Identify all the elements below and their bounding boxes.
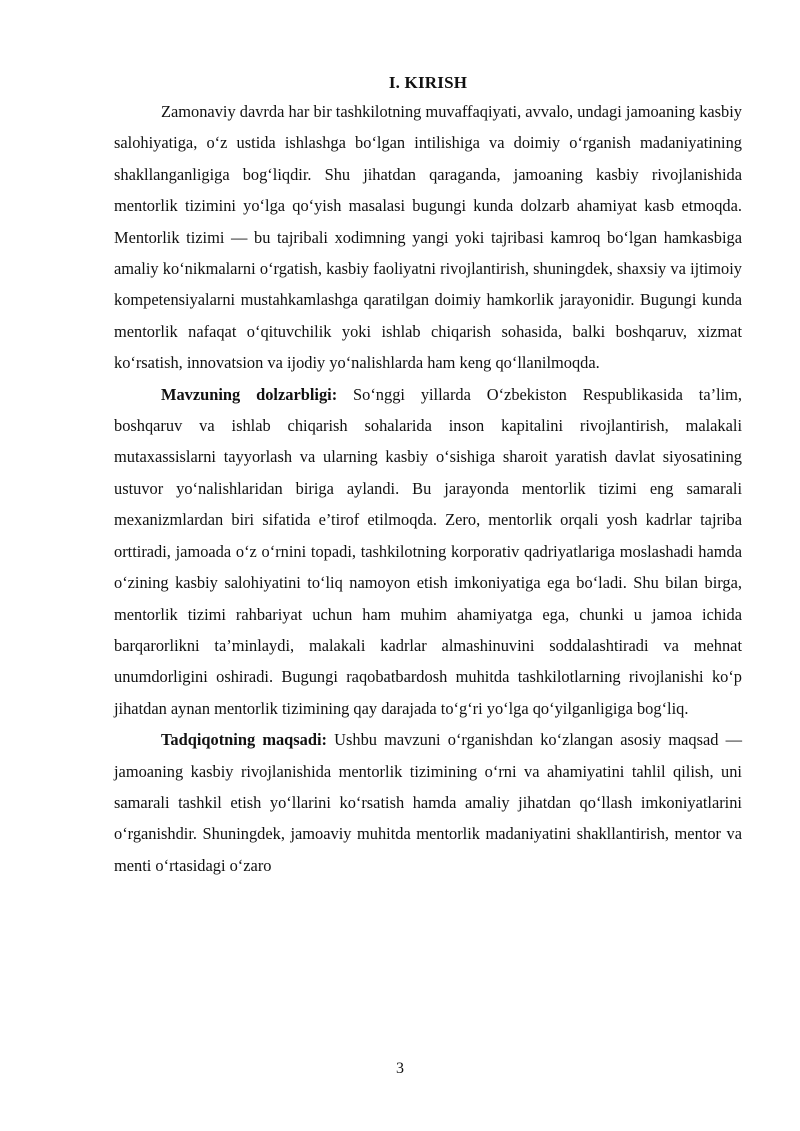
paragraph-goal [114,724,742,881]
paragraph-text: Zamonaviy davrda har bir tashkilotning muvaffaqiyati, avvalo, undagi jamoaning kasbiy salohiyatiga, o‘z ustida ishlashga bo‘lgan intilishiga va doimiy o‘rganish madaniyatining shakllanganligiga bog‘liqdir. Shu jihatdan qaraganda, jamoaning kasbiy rivojlanishida mentorlik tizimini yo‘lga qo‘yish masalasi bugungi kunda dolzarb ahamiyat kasb etmoqda. Mentorlik tizimi — bu tajribali xodimning yangi yoki tajribasi kamroq bo‘lgan hamkasbiga amaliy ko‘nikmalarni o‘rgatish, kasbiy faoliyatni rivojlantirish, shuningdek, shaxsiy va ijtimoiy kompetensiyalarni mustahkamlashga qaratilgan doimiy hamkorlik jarayonidir. Bugungi kunda mentorlik nafaqat o‘qituvchilik yoki ishlab chiqarish sohasida, balki boshqaruv, xizmat ko‘rsatish, innovatsion va ijodiy yo‘nalishlarda ham keng qo‘llanilmoqda. [114,102,742,373]
page-number: 3 [396,1060,404,1077]
document-page [114,70,742,881]
paragraph-lead: Mavzuning dolzarbligi: [161,384,338,404]
paragraph-relevance [114,379,742,724]
paragraph-text: Ushbu mavzuni o‘rganishdan ko‘zlangan asosiy maqsad — jamoaning kasbiy rivojlanishida mentorlik tizimining o‘rni va ahamiyatini tahlil qilish, uni samarali tashkil etish yo‘llarini ko‘rsatish hamda amaliy jihatdan qo‘llash imkoniyatlarini o‘rganishdir. Shuningdek, jamoaviy muhitda mentorlik madaniyatini shakllantirish, mentor va menti o‘rtasidagi o‘zaro [114,730,742,875]
paragraph-text: So‘nggi yillarda O‘zbekiston Respublikasida ta’lim, boshqaruv va ishlab chiqarish sohalarida inson kapitalini rivojlantirish, malakali mutaxassislarni tayyorlash va ularning kasbiy o‘sishiga sharoit yaratish davlat siyosatining ustuvor yo‘nalishlaridan biriga aylandi. Bu jarayonda mentorlik tizimi eng samarali mexanizmlardan biri sifatida e’tirof etilmoqda. Zero, mentorlik orqali yosh kadrlar tajriba orttiradi, jamoada o‘z o‘rnini topadi, tashkilotning korporativ qadriyatlariga moslashadi hamda o‘zining kasbiy salohiyatini to‘liq namoyon etish imkoniyatiga ega bo‘ladi. Shu bilan birga, mentorlik tizimi rahbariyat uchun ham muhim ahamiyatga ega, chunki u jamoa ichida barqarorlikni ta’minlaydi, malakali kadrlar almashinuvini soddalashtiradi va mehnat unumdorligini oshiradi. Bugungi raqobatbardosh muhitda tashkilotlarning rivojlanishi ko‘p jihatdan aynan mentorlik tizimining qay darajada to‘g‘ri yo‘lga qo‘yilganligiga bog‘liq. [114,384,743,718]
section-heading: I. KIRISH [388,73,468,92]
paragraph-lead: Tadqiqotning maqsadi: [161,730,327,750]
paragraph-intro [114,96,742,379]
